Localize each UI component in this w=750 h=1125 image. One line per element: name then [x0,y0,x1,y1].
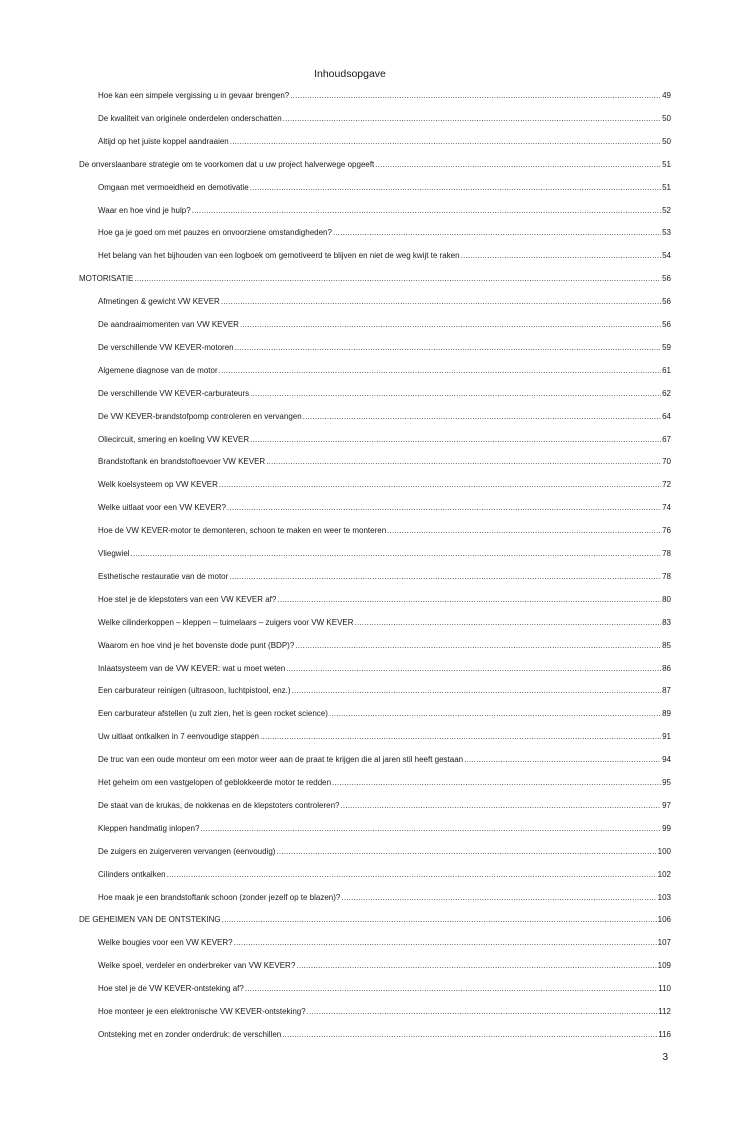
toc-dot-leader [167,868,657,882]
toc-dot-leader [230,135,661,149]
toc-entry-page: 53 [662,228,671,238]
toc-entry-page: 64 [662,411,671,421]
toc-dot-leader [303,410,661,424]
toc-section-entry[interactable] [98,226,671,240]
toc-entry-title: Hoe kan een simpele vergissing u in gevaar brengen? [98,91,290,100]
toc-section-entry[interactable] [98,936,671,950]
toc-entry-title: MOTORISATIE [79,274,134,284]
toc-entry-page: 78 [662,571,671,581]
toc-dot-leader [286,662,661,676]
toc-entry-page: 100 [657,846,671,856]
toc-dot-leader [250,433,661,447]
toc-dot-leader [227,501,661,515]
toc-entry-title: Afmetingen & gewicht VW KEVER [98,297,220,307]
toc-section-entry[interactable] [98,776,671,790]
toc-dot-leader [355,616,662,630]
toc-dot-leader [387,524,661,538]
toc-entry-title: De zuigers en zuigerveren vervangen (eenvoudig) [98,846,276,856]
toc-section-entry[interactable] [98,868,671,882]
toc-section-entry[interactable] [98,753,671,767]
toc-dot-leader [221,295,661,309]
toc-dot-leader [260,730,661,744]
toc-dot-leader [222,913,657,927]
toc-entry-title: Omgaan met vermoeidheid en demotivatie [98,182,249,192]
toc-entry-title: Inlaatsysteem van de VW KEVER: wat u moet weten [98,663,286,673]
toc-entry-page: 70 [662,457,671,467]
toc-entry-title: Welke uitlaat voor een VW KEVER? [98,503,226,513]
toc-dot-leader [329,707,661,721]
toc-entry-title: Cilinders ontkalken [98,869,166,879]
toc-chapter-entry[interactable] [79,158,671,172]
toc-dot-leader [131,547,662,561]
toc-entry-title: DE GEHEIMEN VAN DE ONTSTEKING [79,915,221,925]
toc-entry-page: 89 [662,709,671,719]
toc-entry-title: Hoe stel je de VW KEVER-ontsteking af? [98,984,244,994]
toc-dot-leader [234,936,657,950]
toc-entry-page: 87 [662,686,671,696]
toc-section-entry[interactable] [98,204,671,218]
toc-entry-title: Welke spoel, verdeler en onderbreker van VW KEVER? [98,961,296,971]
toc-entry-title: Hoe ga je goed om met pauzes en onvoorziene omstandigheden? [98,228,332,238]
toc-section-entry[interactable] [98,707,671,721]
toc-section-entry[interactable] [98,547,671,561]
toc-section-entry[interactable] [98,662,671,676]
toc-section-entry[interactable] [98,616,671,630]
toc-section-entry[interactable] [98,570,671,584]
toc-entry-title: Algemene diagnose van de motor [98,365,218,375]
toc-entry-page: 78 [662,549,671,558]
toc-entry-title: Kleppen handmatig inlopen? [98,823,200,833]
toc-section-entry[interactable] [98,891,671,905]
toc-section-entry[interactable] [98,478,671,492]
toc-entry-page: 59 [662,342,671,352]
toc-entry-page: 107 [657,938,671,948]
toc-entry-title: Hoe maak je een brandstoftank schoon (zonder jezelf op te blazen)? [98,892,341,902]
toc-dot-leader [292,684,662,698]
toc-dot-leader [276,845,656,859]
toc-entry-title: De truc van een oude monteur om een motor weer aan de praat te krijgen die al jaren stil heeft gestaan [98,755,464,765]
toc-section-entry[interactable] [98,318,671,332]
toc-entry-page: 62 [662,388,671,398]
toc-dot-leader [340,799,661,813]
toc-entry-page: 86 [662,663,671,673]
toc-entry-page: 97 [662,800,671,810]
toc-entry-page: 49 [662,91,671,100]
toc-entry-title: Een carburateur reinigen (ultrasoon, luchtpistool, enz.) [98,686,291,696]
toc-entry-page: 95 [662,778,671,787]
toc-entry-page: 61 [662,365,671,375]
toc-dot-leader [341,891,656,905]
toc-dot-leader [283,112,661,126]
toc-dot-leader [219,478,661,492]
toc-section-entry[interactable] [98,135,671,149]
toc-chapter-entry[interactable] [79,913,671,927]
toc-dot-leader [333,226,661,240]
toc-entry-title: Het geheim om een vastgelopen of geblokkeerde motor te redden [98,778,332,787]
toc-section-entry[interactable] [98,639,671,653]
toc-entry-page: 85 [662,640,671,650]
toc-section-entry[interactable] [98,959,671,973]
toc-section-entry[interactable] [98,822,671,836]
toc-entry-title: Ontsteking met en zonder onderdruk: de verschillen [98,1029,282,1039]
toc-entry-title: De VW KEVER-brandstofpomp controleren en vervangen [98,411,302,421]
toc-entry-page: 103 [657,892,671,902]
toc-entry-title: De aandraaimomenten van VW KEVER [98,320,239,329]
toc-entry-title: Uw uitlaat ontkalken in 7 eenvoudige stappen [98,732,259,742]
toc-section-entry[interactable] [98,341,671,355]
toc-section-entry[interactable] [98,364,671,378]
toc-entry-page: 94 [662,755,671,765]
toc-entry-title: Welke cilinderkoppen – kleppen – tuimelaars – zuigers voor VW KEVER [98,617,354,627]
toc-entry-title: Een carburateur afstellen (u zult zien, het is geen rocket science) [98,709,328,719]
toc-section-entry[interactable] [98,89,671,103]
toc-entry-page: 54 [662,251,671,261]
toc-dot-leader [134,272,661,286]
toc-section-entry[interactable] [98,295,671,309]
toc-dot-leader [296,959,656,973]
toc-section-entry[interactable] [98,410,671,424]
toc-entry-title: De verschillende VW KEVER-carburateurs [98,388,250,398]
toc-dot-leader [266,455,661,469]
toc-dot-leader [229,570,661,584]
toc-entry-page: 74 [662,503,671,513]
toc-dot-leader [250,387,661,401]
toc-entry-page: 52 [662,205,671,215]
toc-section-entry[interactable] [98,730,671,744]
toc-entry-page: 56 [662,320,671,329]
toc-dot-leader [464,753,661,767]
page-number: 3 [662,1052,668,1063]
page-title: Inhoudsopgave [314,68,386,80]
toc-section-entry[interactable] [98,1028,671,1042]
toc-entry-title: Esthetische restauratie van de motor [98,571,229,581]
toc-section-entry[interactable] [98,181,671,195]
toc-entry-title: Hoe stel je de klepstoters van een VW KEVER af? [98,594,277,604]
toc-section-entry[interactable] [98,593,671,607]
toc-entry-page: 106 [657,915,671,925]
toc-entry-page: 116 [658,1029,671,1039]
toc-section-entry[interactable] [98,501,671,515]
toc-dot-leader [461,249,662,263]
toc-section-entry[interactable] [98,387,671,401]
toc-entry-title: Waar en hoe vind je hulp? [98,205,191,215]
toc-entry-page: 56 [662,297,671,307]
toc-entry-title: Hoe monteer je een elektronische VW KEVER-ontsteking? [98,1007,306,1016]
toc-entry-title: Oliecircuit, smering en koeling VW KEVER [98,434,250,444]
toc-entry-title: Altijd op het juiste koppel aandraaien [98,136,229,146]
toc-dot-leader [277,593,661,607]
toc-section-entry[interactable] [98,684,671,698]
toc-dot-leader [375,158,661,172]
toc-entry-page: 80 [662,594,671,604]
toc-section-entry[interactable] [98,455,671,469]
toc-dot-leader [219,364,661,378]
toc-entry-title: Hoe de VW KEVER-motor te demonteren, schoon te maken en weer te monteren [98,526,387,536]
toc-dot-leader [192,204,661,218]
toc-entry-title: Het belang van het bijhouden van een logboek om gemotiveerd te blijven en niet de weg kwijt te raken [98,251,460,261]
toc-dot-leader [200,822,661,836]
toc-section-entry[interactable] [98,249,671,263]
toc-entry-page: 102 [657,869,671,879]
toc-entry-title: De onverslaanbare strategie om te voorkomen dat u uw project halverwege opgeeft [79,159,375,169]
toc-dot-leader [235,341,661,355]
toc-dot-leader [307,1005,658,1019]
toc-entry-page: 51 [662,159,671,169]
toc-dot-leader [332,776,661,790]
toc-chapter-entry[interactable] [79,272,671,286]
toc-entry-page: 83 [662,617,671,627]
toc-entry-title: Welk koelsysteem op VW KEVER [98,480,218,490]
toc-entry-page: 99 [662,823,671,833]
toc-section-entry[interactable] [98,982,671,996]
toc-section-entry[interactable] [98,524,671,538]
toc-dot-leader [295,639,661,653]
toc-dot-leader [240,318,661,332]
toc-entry-page: 67 [662,434,671,444]
toc-dot-leader [290,89,661,103]
toc-entry-title: De kwaliteit van originele onderdelen onderschatten [98,113,282,123]
toc-section-entry[interactable] [98,1005,671,1019]
toc-entry-page: 76 [662,526,671,536]
toc-entry-title: Welke bougies voor een VW KEVER? [98,938,233,948]
toc-section-entry[interactable] [98,799,671,813]
toc-entry-title: Vliegwiel [98,549,130,558]
toc-dot-leader [245,982,657,996]
toc-entry-title: De verschillende VW KEVER-motoren [98,342,234,352]
toc-entry-page: 109 [657,961,671,971]
toc-entry-page: 50 [662,136,671,146]
toc-entry-page: 110 [658,984,671,994]
toc-entry-title: Waarom en hoe vind je het bovenste dode punt (BDP)? [98,640,295,650]
toc-dot-leader [282,1028,657,1042]
toc-dot-leader [250,181,661,195]
toc-entry-title: De staat van de krukas, de nokkenas en de klepstoters controleren? [98,800,340,810]
toc-entry-page: 112 [658,1007,671,1016]
toc-entry-page: 72 [662,480,671,490]
toc-entry-page: 50 [662,113,671,123]
toc-entry-title: Brandstoftank en brandstoftoevoer VW KEVER [98,457,266,467]
toc-entry-page: 51 [662,182,671,192]
toc-section-entry[interactable] [98,433,671,447]
toc-entry-page: 56 [662,274,671,284]
toc-section-entry[interactable] [98,112,671,126]
toc-entry-page: 91 [662,732,671,742]
toc-section-entry[interactable] [98,845,671,859]
